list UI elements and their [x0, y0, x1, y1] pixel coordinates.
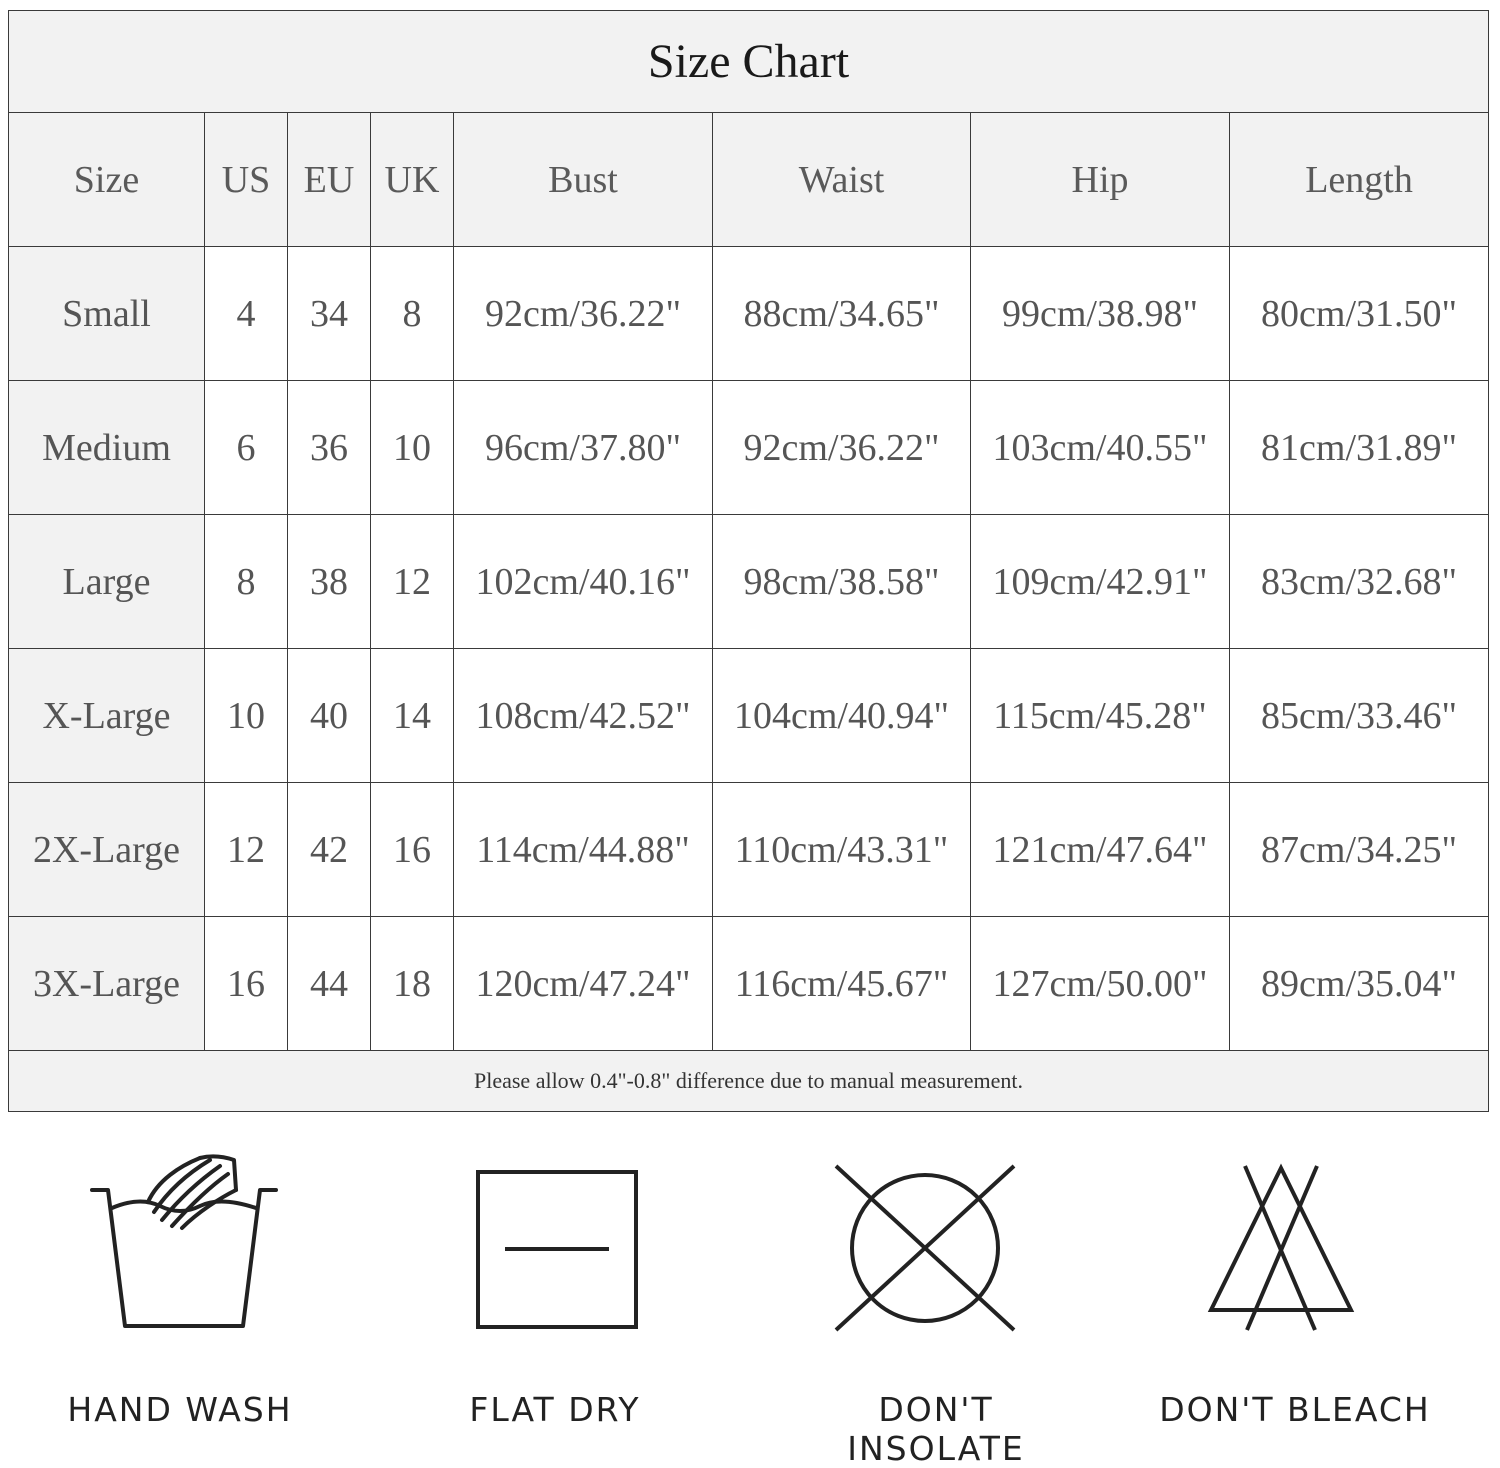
uk-cell: 16 — [371, 783, 454, 917]
eu-cell: 34 — [288, 247, 371, 381]
us-cell: 12 — [205, 783, 288, 917]
waist-cell: 110cm/43.31" — [713, 783, 971, 917]
uk-cell: 18 — [371, 917, 454, 1051]
eu-cell: 38 — [288, 515, 371, 649]
eu-cell: 44 — [288, 917, 371, 1051]
bust-cell: 96cm/37.80" — [454, 381, 713, 515]
us-cell: 16 — [205, 917, 288, 1051]
uk-cell: 10 — [371, 381, 454, 515]
header-us: US — [205, 113, 288, 247]
size-cell: Small — [9, 247, 205, 381]
length-cell: 87cm/34.25" — [1230, 783, 1489, 917]
care-label: HAND WASH — [67, 1390, 293, 1429]
us-cell: 6 — [205, 381, 288, 515]
care-label: FLAT DRY — [469, 1390, 641, 1429]
bust-cell: 92cm/36.22" — [454, 247, 713, 381]
waist-cell: 92cm/36.22" — [713, 381, 971, 515]
header-bust: Bust — [454, 113, 713, 247]
header-waist: Waist — [713, 113, 971, 247]
measurement-note: Please allow 0.4"-0.8" difference due to manual measurement. — [9, 1051, 1489, 1112]
flat-dry-icon — [405, 1150, 705, 1350]
hand-wash-icon — [30, 1150, 330, 1350]
table-row — [9, 247, 1489, 381]
waist-cell: 88cm/34.65" — [713, 247, 971, 381]
header-uk: UK — [371, 113, 454, 247]
size-cell: X-Large — [9, 649, 205, 783]
waist-cell: 98cm/38.58" — [713, 515, 971, 649]
table-row — [9, 381, 1489, 515]
bust-cell: 102cm/40.16" — [454, 515, 713, 649]
care-label: DON'T INSOLATE — [847, 1390, 1025, 1468]
header-size: Size — [9, 113, 205, 247]
us-cell: 4 — [205, 247, 288, 381]
eu-cell: 36 — [288, 381, 371, 515]
size-cell: 3X-Large — [9, 917, 205, 1051]
hip-cell: 127cm/50.00" — [971, 917, 1230, 1051]
hip-cell: 99cm/38.98" — [971, 247, 1230, 381]
care-dont-bleach — [1145, 1150, 1445, 1430]
header-hip: Hip — [971, 113, 1230, 247]
bust-cell: 108cm/42.52" — [454, 649, 713, 783]
size-cell: Large — [9, 515, 205, 649]
us-cell: 8 — [205, 515, 288, 649]
eu-cell: 42 — [288, 783, 371, 917]
header-row — [9, 113, 1489, 247]
uk-cell: 8 — [371, 247, 454, 381]
do-not-bleach-icon — [1145, 1150, 1445, 1350]
bust-cell: 114cm/44.88" — [454, 783, 713, 917]
size-chart-table — [8, 10, 1489, 1112]
us-cell: 10 — [205, 649, 288, 783]
header-length: Length — [1230, 113, 1489, 247]
size-cell: 2X-Large — [9, 783, 205, 917]
length-cell: 80cm/31.50" — [1230, 247, 1489, 381]
care-label: DON'T BLEACH — [1159, 1390, 1431, 1429]
waist-cell: 104cm/40.94" — [713, 649, 971, 783]
care-flat-dry — [405, 1150, 705, 1430]
table-row — [9, 515, 1489, 649]
table-row — [9, 917, 1489, 1051]
do-not-tumble-dry-icon — [786, 1150, 1086, 1350]
waist-cell: 116cm/45.67" — [713, 917, 971, 1051]
length-cell: 89cm/35.04" — [1230, 917, 1489, 1051]
table-row — [9, 649, 1489, 783]
uk-cell: 12 — [371, 515, 454, 649]
care-hand-wash — [30, 1150, 330, 1430]
size-chart-title: Size Chart — [9, 11, 1489, 113]
hip-cell: 109cm/42.91" — [971, 515, 1230, 649]
length-cell: 81cm/31.89" — [1230, 381, 1489, 515]
uk-cell: 14 — [371, 649, 454, 783]
hip-cell: 115cm/45.28" — [971, 649, 1230, 783]
bust-cell: 120cm/47.24" — [454, 917, 713, 1051]
length-cell: 83cm/32.68" — [1230, 515, 1489, 649]
care-dont-insolate — [786, 1150, 1086, 1468]
table-row — [9, 783, 1489, 917]
size-cell: Medium — [9, 381, 205, 515]
hip-cell: 103cm/40.55" — [971, 381, 1230, 515]
hip-cell: 121cm/47.64" — [971, 783, 1230, 917]
length-cell: 85cm/33.46" — [1230, 649, 1489, 783]
header-eu: EU — [288, 113, 371, 247]
eu-cell: 40 — [288, 649, 371, 783]
